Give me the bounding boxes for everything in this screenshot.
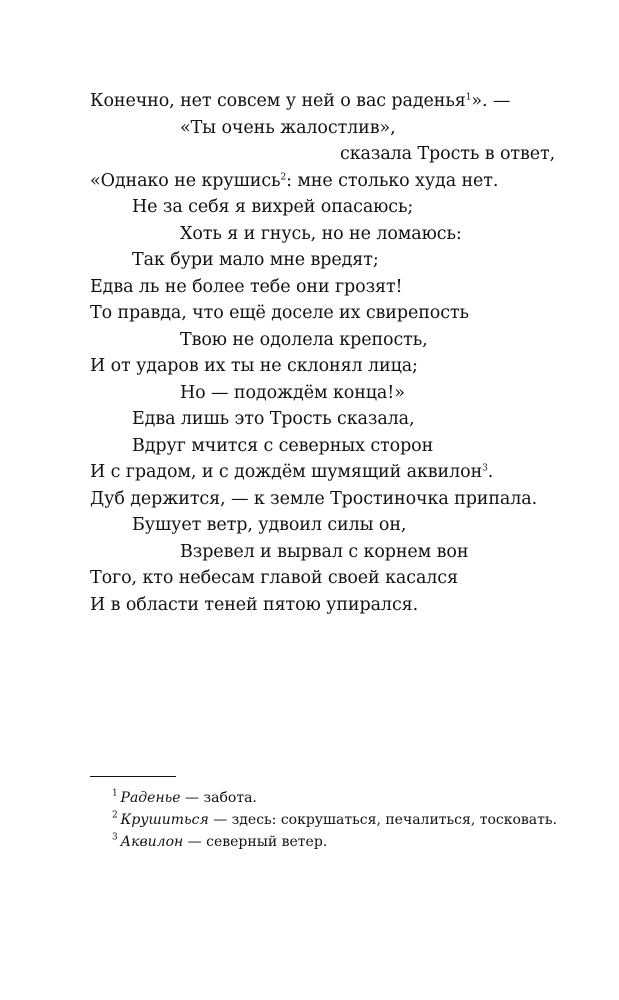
poem-line-tail: : мне столько худа нет. [286,170,499,191]
poem-line [0,565,619,592]
footnote-definition: — северный ветер. [183,834,328,850]
poem-line [0,168,619,195]
footnote-definition: — забота. [180,790,257,806]
poem-line-text: Конечно, нет совсем у ней о вас раденья [90,91,466,111]
footnote-term: Крушиться [120,812,209,828]
poem-line [0,194,619,221]
footnote-number: 2 [112,810,118,821]
poem-line [0,380,619,407]
poem-line-text: Так бури мало мне вредят; [132,250,379,270]
footnote [90,809,560,831]
footnote-reference: 2 [280,171,287,182]
poem-line-text: Хоть я и гнусь, но не ломаюсь: [180,223,462,244]
poem-line [0,459,619,486]
footnotes [90,787,560,853]
poem-line [0,512,619,539]
poem-line-text: «Однако не крушись [90,170,281,191]
poem-line [0,141,619,168]
poem-line [0,592,619,619]
poem-line [0,274,619,301]
poem-text [0,88,619,618]
footnote-separator [90,776,176,777]
poem-line-text: Твою не одолела крепость, [180,329,428,350]
poem-line-text: Бушует ветр, удвоил силы он, [132,515,407,535]
footnote-term: Аквилон [120,834,184,850]
poem-line [0,115,619,142]
poem-line [0,247,619,274]
poem-line-text: Не за себя я вихрей опасаюсь; [132,197,414,217]
footnote-reference: 3 [482,463,488,474]
poem-line [0,327,619,354]
footnote [90,831,560,853]
poem-line [0,300,619,327]
poem-line-text: Дуб держится, — к земле Тростиночка припала. [90,488,538,509]
poem-line [0,353,619,380]
footnote-reference: 1 [465,92,472,103]
poem-line-text: Но — подождём конца!» [180,382,405,403]
poem-line-text: И в области теней пятою упирался. [90,594,419,615]
footnote-number: 3 [112,832,118,843]
poem-line [0,88,619,115]
poem-line [0,221,619,248]
poem-line [0,406,619,433]
poem-line-tail: ». — [471,91,511,111]
poem-line-tail: . [487,462,494,482]
poem-line-text: Взревел и вырвал с корнем вон [180,541,469,562]
poem-line [0,486,619,513]
poem-line-text: Вдруг мчится с северных сторон [132,435,434,456]
poem-line-text: «Ты очень жалостлив», [180,117,396,138]
poem-line-text: Того, кто небесам главой своей касался [90,568,458,588]
poem-line [0,433,619,460]
poem-line-text: И с градом, и с дождём шумящий аквилон [90,462,483,482]
footnote [90,787,560,809]
footnote-definition: — здесь: сокрушаться, печалиться, тосковать. [208,812,557,828]
poem-line [0,539,619,566]
poem-line-text: Едва ль не более тебе они грозят! [90,276,403,297]
poem-line-text: И от ударов их ты не склонял лица; [90,356,418,376]
poem-line-text: То правда, что ещё доселе их свирепость [90,303,469,323]
poem-line-text: Едва лишь это Трость сказала, [132,409,415,429]
footnote-term: Раденье [120,790,181,806]
footnote-number: 1 [112,788,118,799]
poem-line-text: сказала Трость в ответ, [340,144,556,164]
